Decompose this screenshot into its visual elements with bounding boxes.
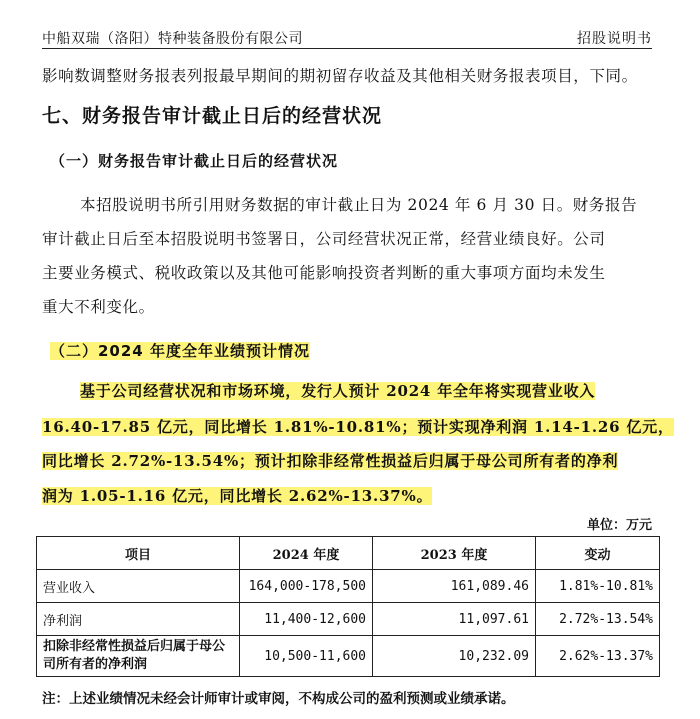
performance-table <box>36 536 660 677</box>
table-row <box>37 570 660 603</box>
table-row <box>37 636 660 677</box>
paragraph-2-line-1 <box>80 380 595 401</box>
subsection-2-title-text: （二）2024 年度全年业绩预计情况 <box>50 342 310 360</box>
table-cell: 10,232.09 <box>373 636 536 677</box>
table-cell: 1.81%-10.81% <box>536 570 660 603</box>
document-title: 招股说明书 <box>577 31 652 47</box>
table-cell: 净利润 <box>37 603 240 636</box>
paragraph-2-line-4 <box>42 485 432 506</box>
highlighted-text: 16.40-17.85 亿元，同比增长 1.81%-10.81%；预计实现净利润 1.14-1.26 亿元， <box>42 418 674 436</box>
highlighted-text: 同比增长 2.72%-13.54%；预计扣除非经常性损益后归属于母公司所有者的净利 <box>42 452 619 470</box>
table-header-cell: 2024 年度 <box>240 537 373 570</box>
table-cell: 164,000-178,500 <box>240 570 373 603</box>
highlighted-text: 润为 1.05-1.16 亿元，同比增长 2.62%-13.37%。 <box>42 487 433 505</box>
paragraph-1-line-3: 主要业务模式、税收政策以及其他可能影响投资者判断的重大事项方面均未发生 <box>42 264 606 282</box>
paragraph-2-line-2 <box>42 416 674 437</box>
subsection-1-title: （一）财务报告审计截止日后的经营状况 <box>50 152 339 170</box>
table-cell: 2.62%-13.37% <box>536 636 660 677</box>
table-header-cell: 项目 <box>37 537 240 570</box>
paragraph-1-line-2: 审计截止日后至本招股说明书签署日，公司经营状况正常，经营业绩良好。公司 <box>42 230 606 248</box>
paragraph-1-line-4: 重大不利变化。 <box>42 298 155 316</box>
paragraph-2-line-3 <box>42 450 618 471</box>
table-cell: 11,097.61 <box>373 603 536 636</box>
table-cell: 营业收入 <box>37 570 240 603</box>
page-header <box>42 22 652 49</box>
table-cell: 2.72%-13.54% <box>536 603 660 636</box>
table-unit: 单位：万元 <box>586 518 652 533</box>
table-row <box>37 603 660 636</box>
table-header-row <box>37 537 660 570</box>
table-cell: 扣除非经常性损益后归属于母公司所有者的净利润 <box>37 636 240 677</box>
subsection-2-title <box>50 340 310 361</box>
table-cell: 10,500-11,600 <box>240 636 373 677</box>
company-name: 中船双瑞（洛阳）特种装备股份有限公司 <box>42 31 303 47</box>
table-cell: 161,089.46 <box>373 570 536 603</box>
table-header-cell: 2023 年度 <box>373 537 536 570</box>
intro-line: 影响数调整财务报表列报最早期间的期初留存收益及其他相关财务报表项目，下同。 <box>42 67 638 85</box>
table-cell: 11,400-12,600 <box>240 603 373 636</box>
table-header-cell: 变动 <box>536 537 660 570</box>
footnote: 注：上述业绩情况未经会计师审计或审阅，不构成公司的盈利预测或业绩承诺。 <box>42 691 515 707</box>
highlighted-text: 基于公司经营状况和市场环境，发行人预计 2024 年全年将实现营业收入 <box>80 382 596 400</box>
section-title: 七、财务报告审计截止日后的经营状况 <box>42 105 383 127</box>
paragraph-1-line-1: 本招股说明书所引用财务数据的审计截止日为 2024 年 6 月 30 日。财务报告 <box>80 196 638 214</box>
